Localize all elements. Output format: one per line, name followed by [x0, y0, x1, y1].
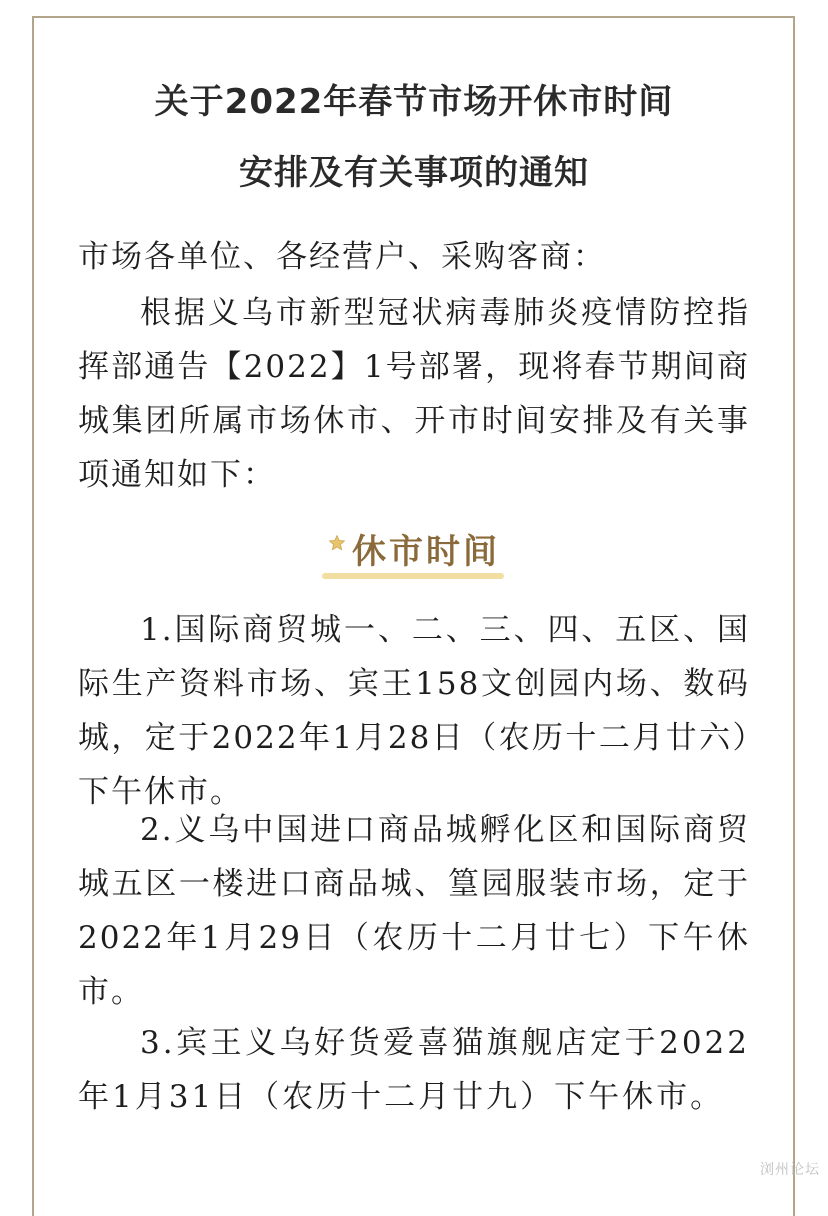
notice-item-3: 3.宾王义乌好货爱喜猫旗舰店定于2022年1月31日（农历十二月廿九）下午休市。	[78, 1016, 750, 1124]
page-title-line-2: 安排及有关事项的通知	[0, 145, 828, 194]
page-title-line-1: 关于2022年春节市场开休市时间	[0, 74, 828, 123]
section-title: 休市时间	[352, 532, 500, 572]
salutation: 市场各单位、各经营户、采购客商：	[78, 230, 750, 284]
section-underline	[322, 573, 504, 579]
watermark: 浏州论坛	[760, 1159, 820, 1179]
star-icon	[328, 534, 346, 557]
intro-paragraph: 根据义乌市新型冠状病毒肺炎疫情防控指挥部通告【2022】1号部署，现将春节期间商城集团所属市场休市、开市时间安排及有关事项通知如下：	[78, 286, 750, 502]
notice-item-1: 1.国际商贸城一、二、三、四、五区、国际生产资料市场、宾王158文创园内场、数码城，定于2022年1月28日（农历十二月廿六）下午休市。	[78, 603, 750, 819]
notice-item-2: 2.义乌中国进口商品城孵化区和国际商贸城五区一楼进口商品城、篁园服装市场，定于2022年1月29日（农历十二月廿七）下午休市。	[78, 803, 750, 1019]
section-heading	[0, 524, 828, 579]
